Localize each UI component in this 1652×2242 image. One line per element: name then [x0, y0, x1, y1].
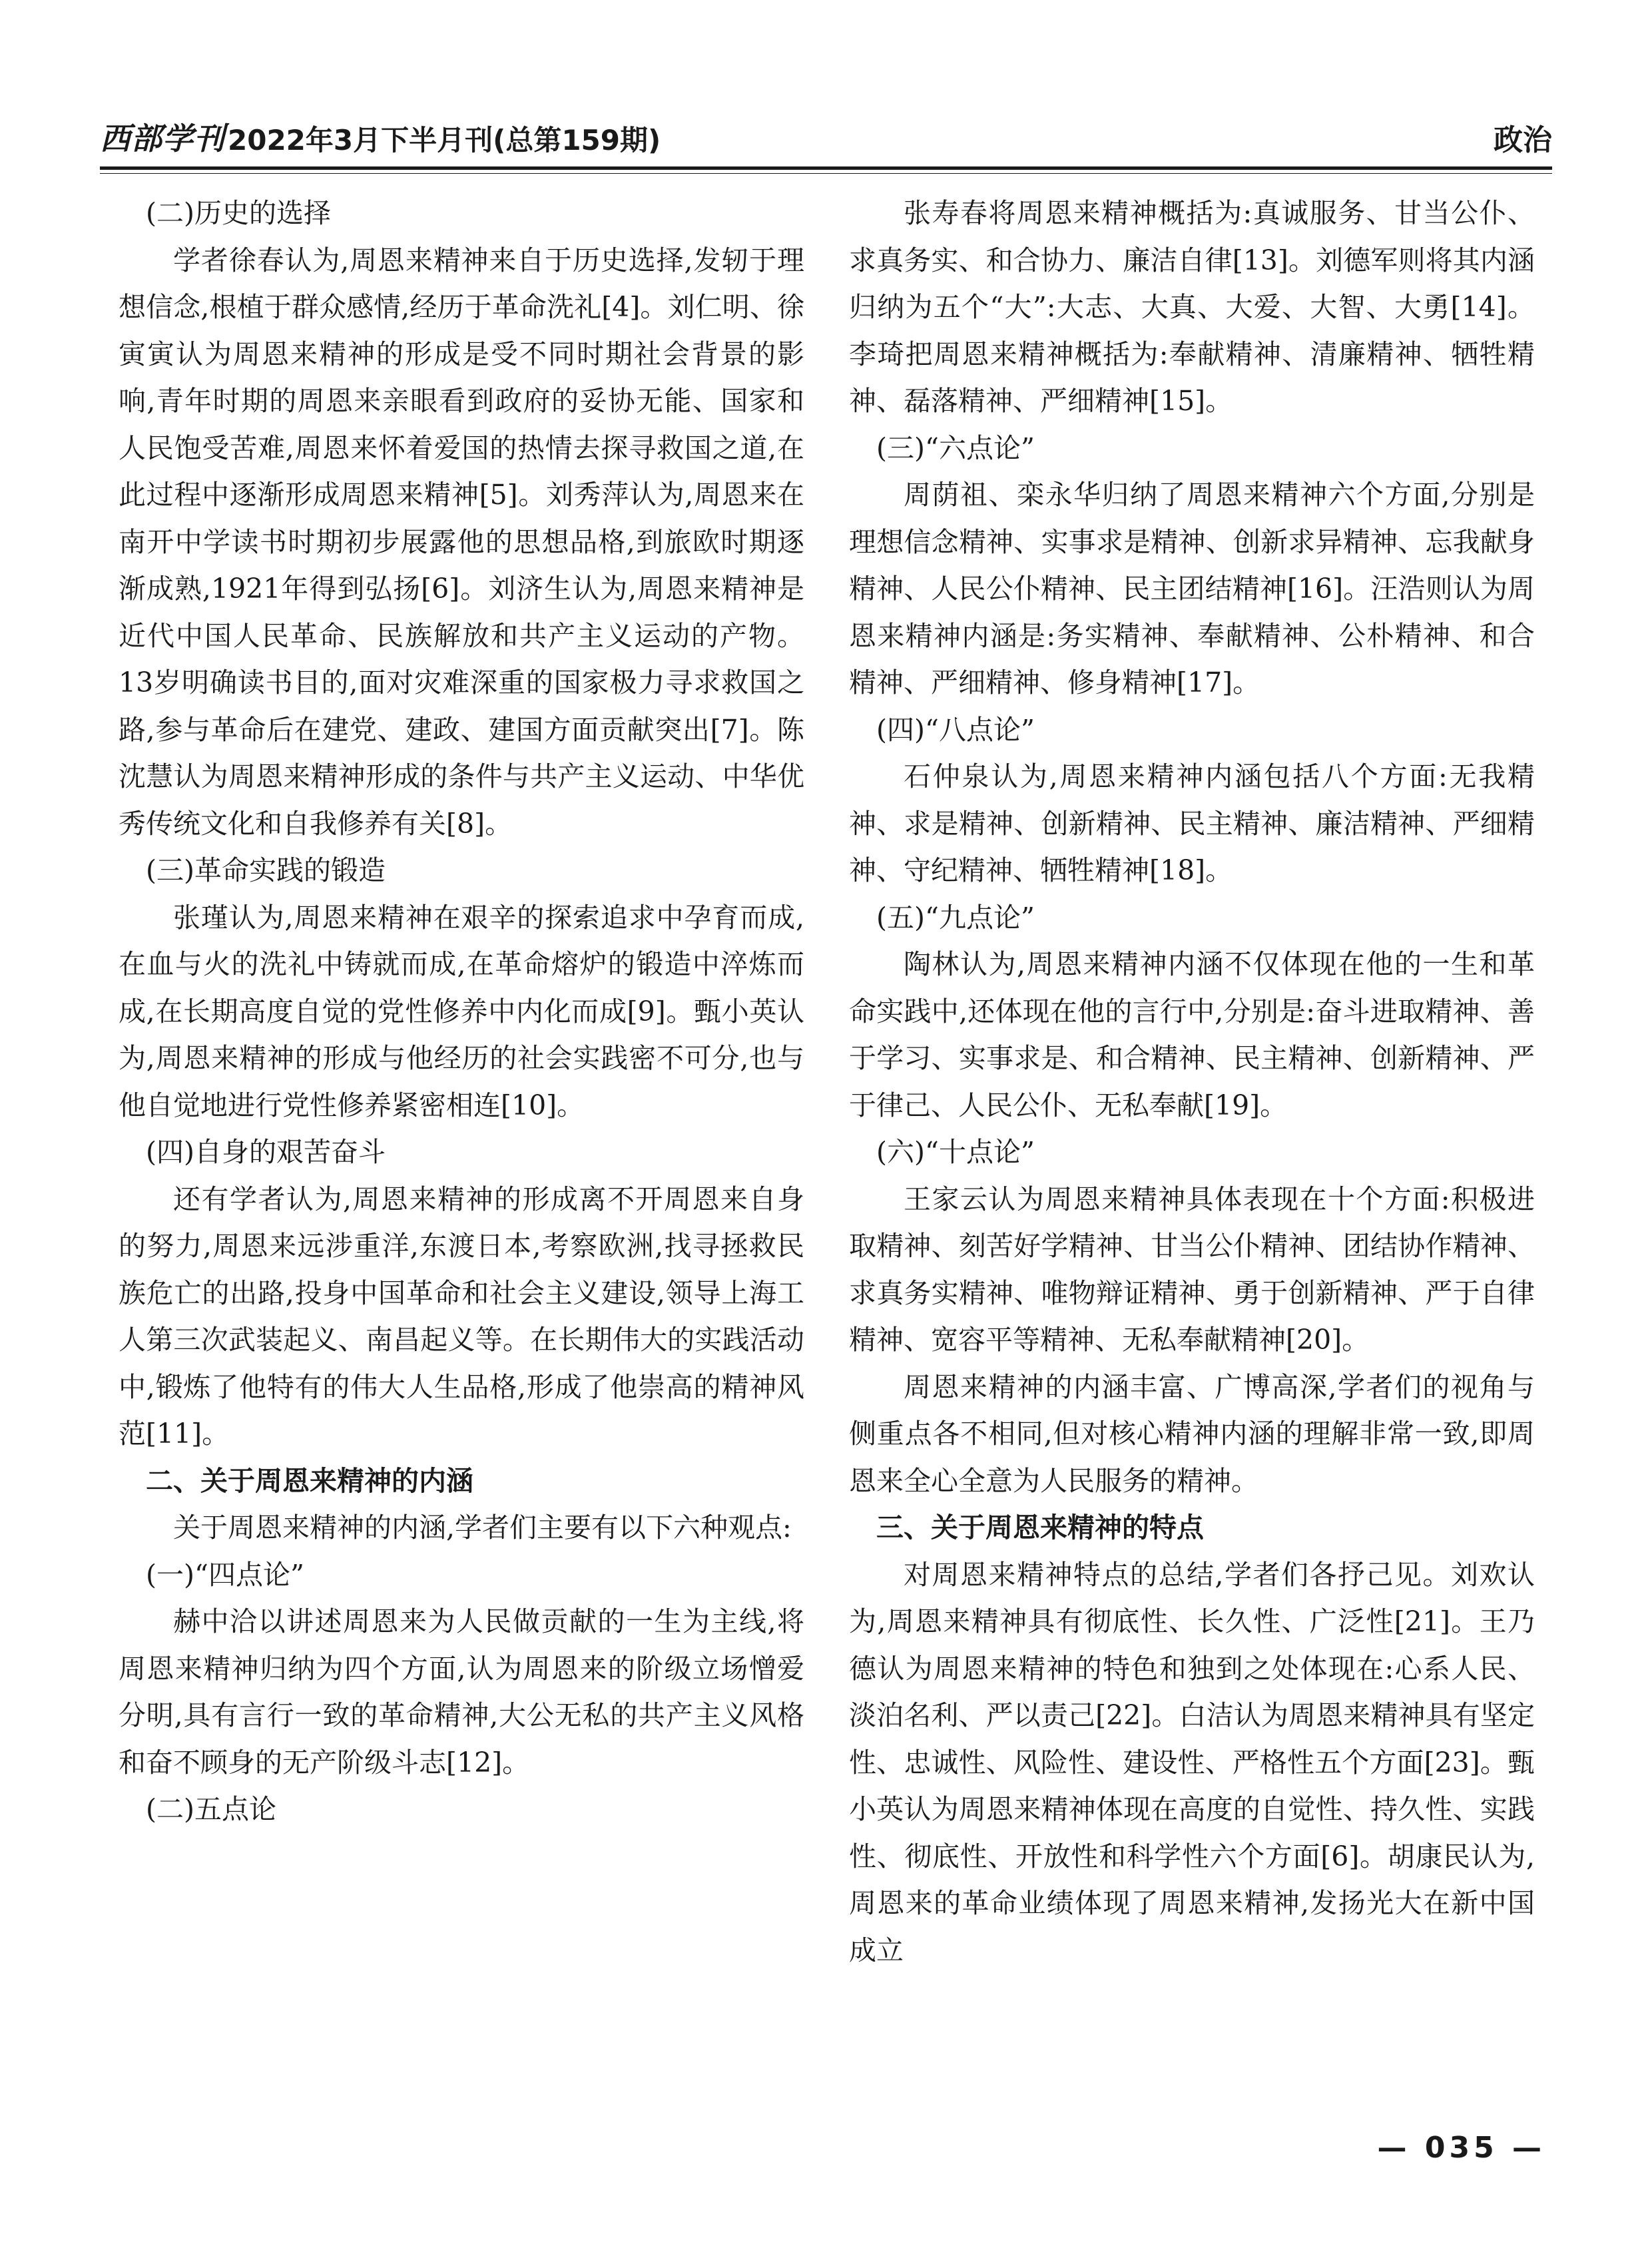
- paragraph: 张寿春将周恩来精神概括为:真诚服务、甘当公仆、求真务实、和合协力、廉洁自律[13]。刘德军则将其内涵归纳为五个“大”:大志、大真、大爱、大智、大勇[14]。李琦把周恩来精神概括为:奉献精神、清廉精神、牺牲精神、磊落精神、严细精神[15]。: [849, 197, 1535, 417]
- journal-logo: 西部学刊: [100, 121, 225, 156]
- section-label: 政治: [1494, 123, 1552, 157]
- subsection-heading: (一)“四点论”: [146, 1558, 304, 1591]
- subsection-heading: (二)历史的选择: [146, 197, 331, 229]
- subsection-heading: (四)自身的艰苦奋斗: [146, 1136, 386, 1168]
- issue-info: 2022年3月下半月刊(总第159期): [228, 124, 661, 156]
- section-heading: 三、关于周恩来精神的特点: [876, 1512, 1204, 1543]
- subsection-heading: (三)“六点论”: [876, 431, 1035, 464]
- paragraph: 关于周恩来精神的内涵,学者们主要有以下六种观点:: [173, 1512, 792, 1543]
- header-rule: [100, 166, 1552, 170]
- paragraph: 王家云认为周恩来精神具体表现在十个方面:积极进取精神、刻苦好学精神、甘当公仆精神、团结协作精神、求真务实精神、唯物辩证精神、勇于创新精神、严于自律精神、宽容平等精神、无私奉献精神[20]。: [849, 1183, 1535, 1356]
- paragraph: 陶林认为,周恩来精神内涵不仅体现在他的一生和革命实践中,还体现在他的言行中,分别是:奋斗进取精神、善于学习、实事求是、和合精神、民主精神、创新精神、严于律己、人民公仆、无私奉献[19]。: [849, 948, 1535, 1121]
- paragraph: 周荫祖、栾永华归纳了周恩来精神六个方面,分别是理想信念精神、实事求是精神、创新求异精神、忘我献身精神、人民公仆精神、民主团结精神[16]。汪浩则认为周恩来精神内涵是:务实精神、奉献精神、公朴精神、和合精神、严细精神、修身精神[17]。: [849, 479, 1535, 699]
- section-heading: 二、关于周恩来精神的内涵: [146, 1464, 473, 1497]
- running-header: [100, 112, 1552, 158]
- left-column: [119, 190, 804, 1833]
- paragraph: 石仲泉认为,周恩来精神内涵包括八个方面:无我精神、求是精神、创新精神、民主精神、廉洁精神、严细精神、守纪精神、牺牲精神[18]。: [849, 760, 1535, 886]
- subsection-heading: (四)“八点论”: [876, 713, 1035, 746]
- paragraph: 赫中洽以讲述周恩来为人民做贡献的一生为主线,将周恩来精神归纳为四个方面,认为周恩来的阶级立场憎爱分明,具有言行一致的革命精神,大公无私的共产主义风格和奋不顾身的无产阶级斗志[12]。: [119, 1605, 804, 1779]
- subsection-heading: (六)“十点论”: [876, 1136, 1035, 1168]
- subsection-heading: (三)革命实践的锻造: [146, 854, 386, 886]
- paragraph: 对周恩来精神特点的总结,学者们各抒己见。刘欢认为,周恩来精神具有彻底性、长久性、广泛性[21]。王乃德认为周恩来精神的特色和独到之处体现在:心系人民、淡泊名利、严以责己[22]。白洁认为周恩来精神具有坚定性、忠诚性、风险性、建设性、严格性五个方面[23]。甄小英认为周恩来精神体现在高度的自觉性、持久性、实践性、彻底性、开放性和科学性六个方面[6]。胡康民认为,周恩来的革命业绩体现了周恩来精神,发扬光大在新中国成立: [849, 1558, 1535, 1966]
- paragraph: 张瑾认为,周恩来精神在艰辛的探索追求中孕育而成,在血与火的洗礼中铸就而成,在革命熔炉的锻造中淬炼而成,在长期高度自觉的党性修养中内化而成[9]。甄小英认为,周恩来精神的形成与他经历的社会实践密不可分,也与他自觉地进行党性修养紧密相连[10]。: [119, 901, 804, 1121]
- right-column: [849, 190, 1535, 1974]
- subsection-heading: (二)五点论: [146, 1793, 276, 1825]
- subsection-heading: (五)“九点论”: [876, 901, 1035, 934]
- paragraph: 还有学者认为,周恩来精神的形成离不开周恩来自身的努力,周恩来远涉重洋,东渡日本,考察欧洲,找寻拯救民族危亡的出路,投身中国革命和社会主义建设,领导上海工人第三次武装起义、南昌起义等。在长期伟大的实践活动中,锻炼了他特有的伟大人生品格,形成了他崇高的精神风范[11]。: [119, 1183, 804, 1450]
- page-number: — 035 —: [1377, 2131, 1545, 2165]
- header-left: [100, 115, 661, 158]
- header-rule-thin: [100, 173, 1552, 174]
- paragraph: 周恩来精神的内涵丰富、广博高深,学者们的视角与侧重点各不相同,但对核心精神内涵的理解非常一致,即周恩来全心全意为人民服务的精神。: [849, 1370, 1535, 1497]
- paragraph: 学者徐春认为,周恩来精神来自于历史选择,发轫于理想信念,根植于群众感情,经历于革命洗礼[4]。刘仁明、徐寅寅认为周恩来精神的形成是受不同时期社会背景的影响,青年时期的周恩来亲眼看到政府的妥协无能、国家和人民饱受苦难,周恩来怀着爱国的热情去探寻救国之道,在此过程中逐渐形成周恩来精神[5]。刘秀萍认为,周恩来在南开中学读书时期初步展露他的思想品格,到旅欧时期逐渐成熟,1921年得到弘扬[6]。刘济生认为,周恩来精神是近代中国人民革命、民族解放和共产主义运动的产物。13岁明确读书目的,面对灾难深重的国家极力寻求救国之路,参与革命后在建党、建政、建国方面贡献突出[7]。陈沈慧认为周恩来精神形成的条件与共产主义运动、中华优秀传统文化和自我修养有关[8]。: [119, 244, 804, 840]
